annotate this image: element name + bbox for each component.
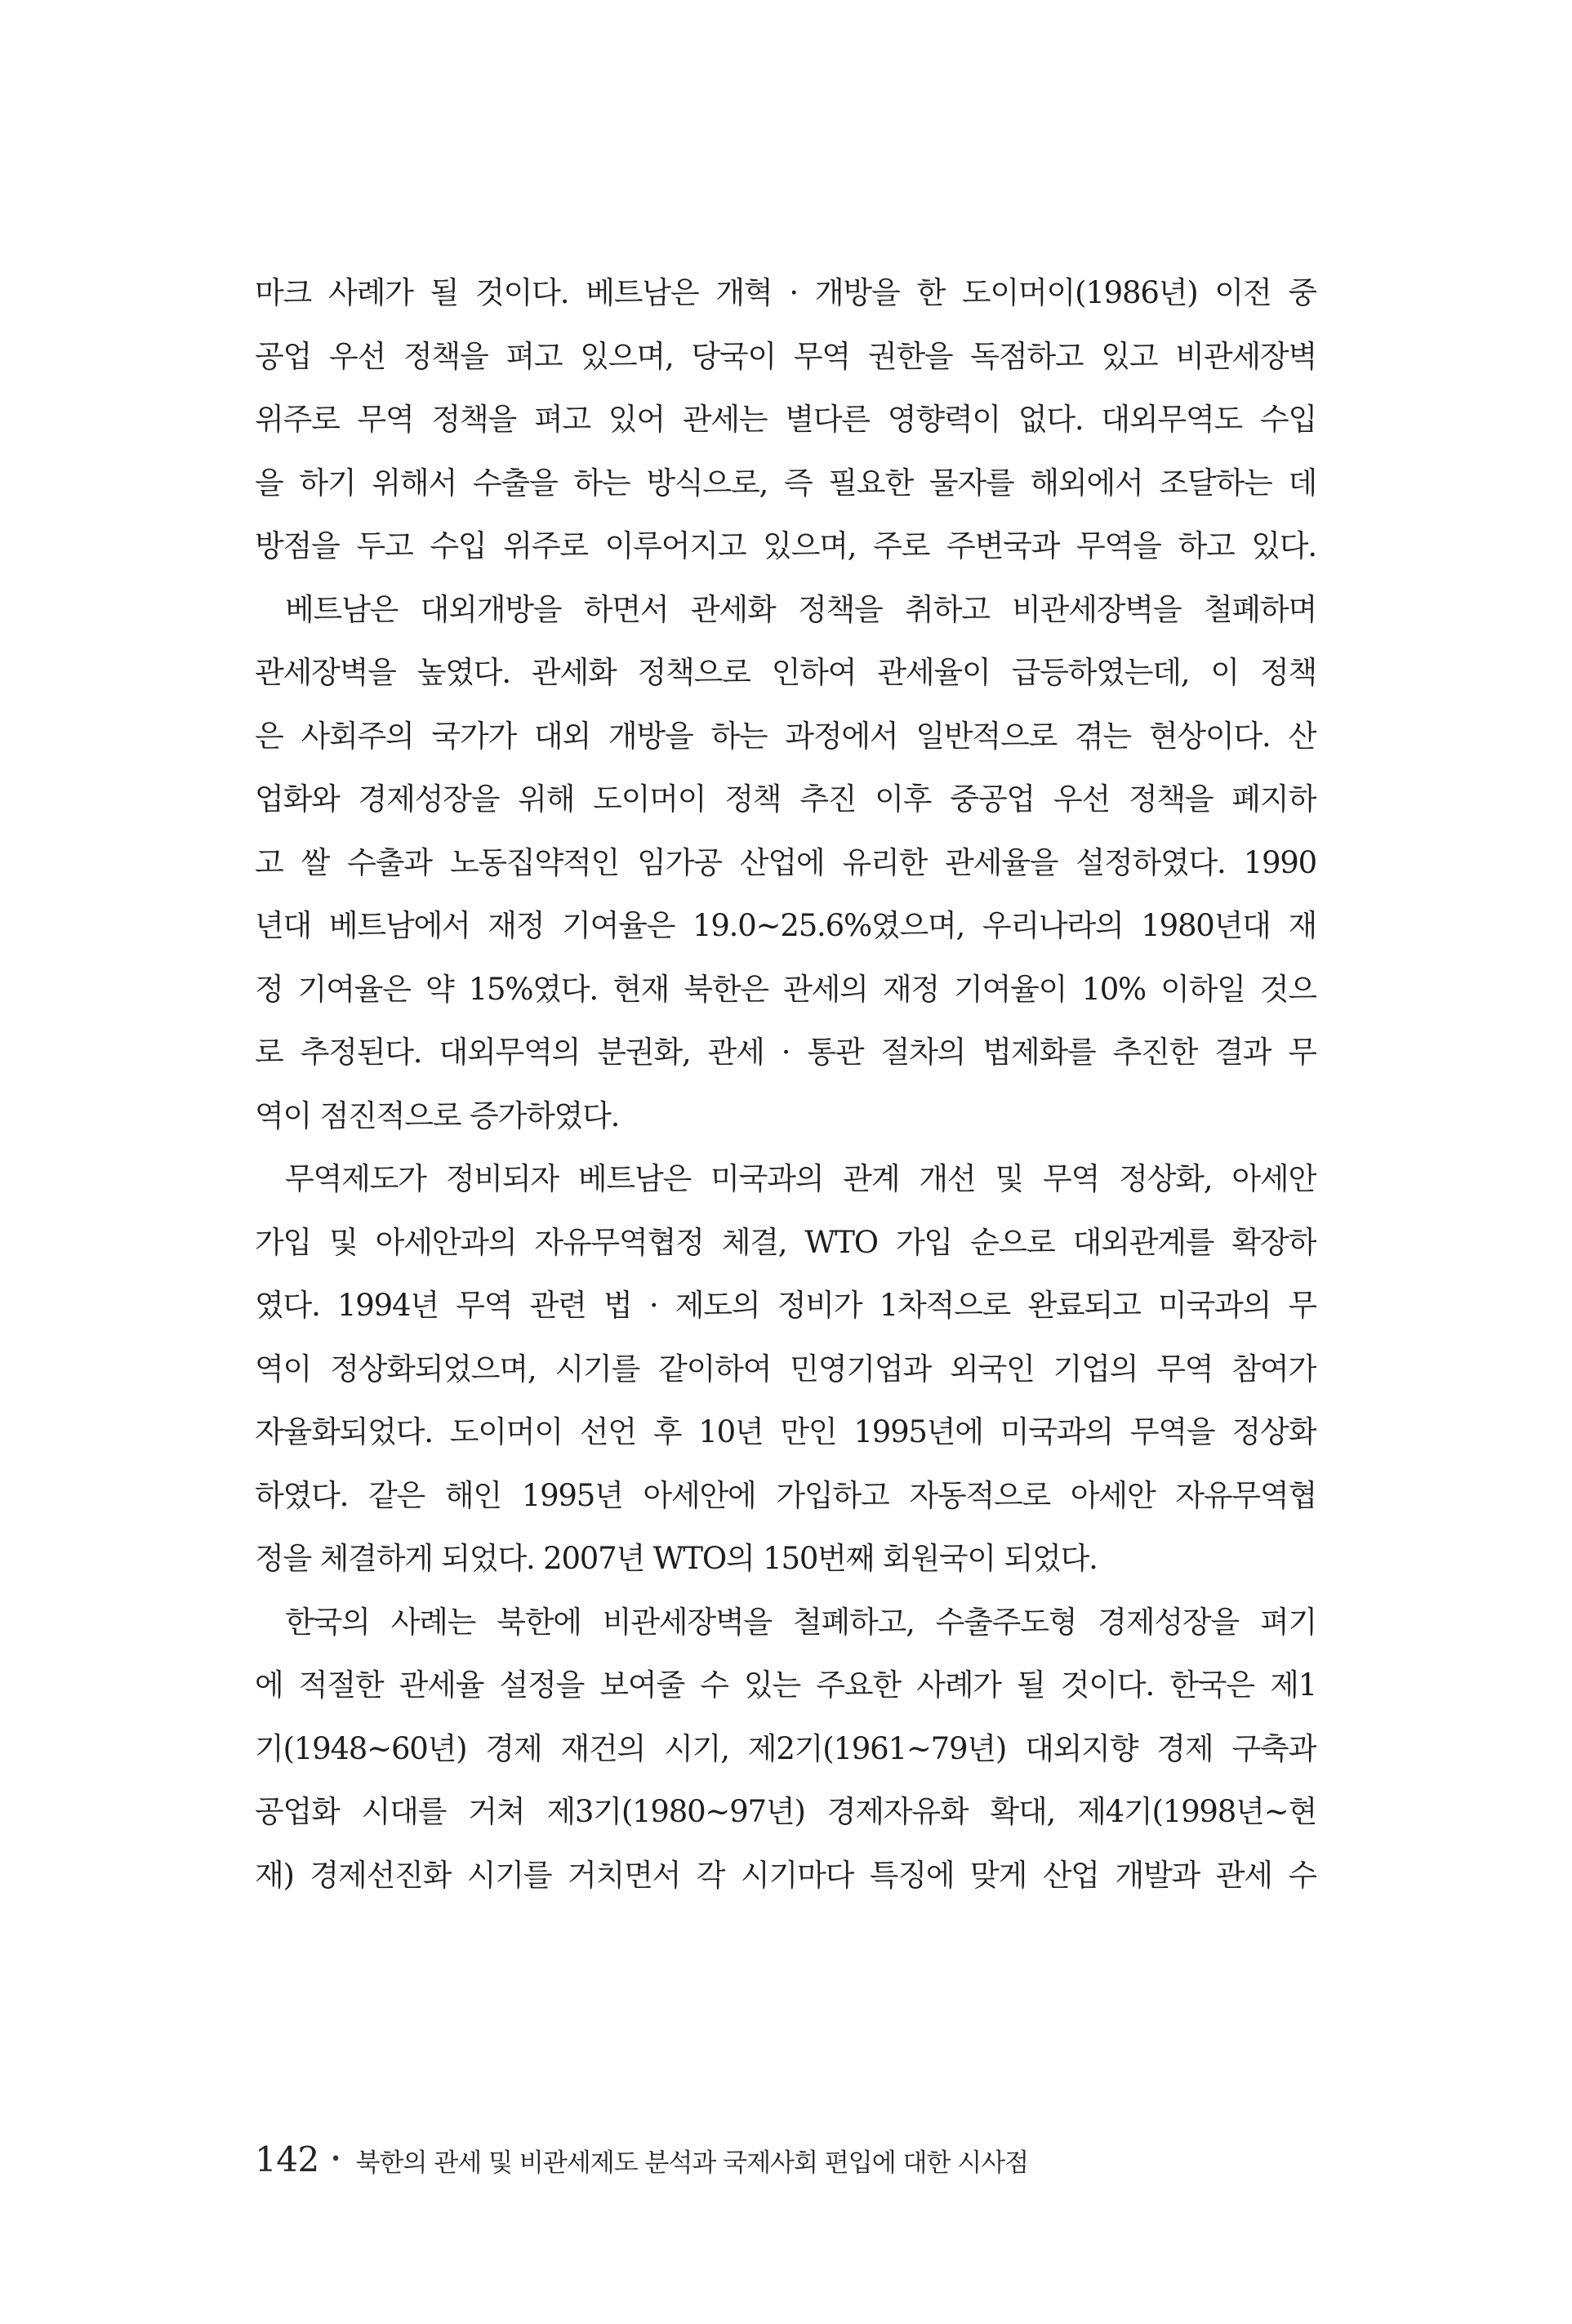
body-text	[255, 261, 1316, 1907]
paragraph-start-line: 베트남은 대외개방을 하면서 관세화 정책을 취하고 비관세장벽을 철폐하며	[285, 591, 1316, 627]
text-line: 정을 체결하게 되었다. 2007년 WTO의 150번째 회원국이 되었다.	[255, 1541, 1098, 1576]
text-line: 재) 경제선진화 시기를 거치면서 각 시기마다 특징에 맞게 산업 개발과 관세 수	[255, 1857, 1316, 1893]
paragraph-start-line: 무역제도가 정비되자 베트남은 미국과의 관계 개선 및 무역 정상화, 아세안	[285, 1161, 1316, 1196]
page-footer	[255, 2139, 1316, 2188]
text-line: 하였다. 같은 해인 1995년 아세안에 가입하고 자동적으로 아세안 자유무역협	[255, 1477, 1316, 1513]
text-line: 업화와 경제성장을 위해 도이머이 정책 추진 이후 중공업 우선 정책을 폐지하	[255, 781, 1316, 817]
text-line: 기(1948~60년) 경제 재건의 시기, 제2기(1961~79년) 대외지향 경제 구축과	[255, 1730, 1316, 1766]
text-line: 자율화되었다. 도이머이 선언 후 10년 만인 1995년에 미국과의 무역을 정상화	[255, 1414, 1316, 1449]
text-line: 역이 정상화되었으며, 시기를 같이하여 민영기업과 외국인 기업의 무역 참여가	[255, 1351, 1316, 1387]
text-line: 관세장벽을 높였다. 관세화 정책으로 인하여 관세율이 급등하였는데, 이 정책	[255, 655, 1316, 690]
text-line: 은 사회주의 국가가 대외 개방을 하는 과정에서 일반적으로 겪는 현상이다. 산	[255, 718, 1316, 754]
bullet-separator: •	[330, 2149, 341, 2170]
page-number: 142	[255, 2139, 319, 2179]
text-line: 역이 점진적으로 증가하였다.	[255, 1097, 620, 1133]
text-line: 로 추정된다. 대외무역의 분권화, 관세 · 통관 절차의 법제화를 추진한 결과 무	[255, 1035, 1316, 1070]
text-line: 년대 베트남에서 재정 기여율은 19.0~25.6%였으며, 우리나라의 1980년대 재	[255, 908, 1316, 943]
text-line: 을 하기 위해서 수출을 하는 방식으로, 즉 필요한 물자를 해외에서 조달하는 데	[255, 465, 1316, 501]
text-line: 고 쌀 수출과 노동집약적인 임가공 산업에 유리한 관세율을 설정하였다. 1990	[255, 844, 1316, 880]
running-title: 북한의 관세 및 비관세제도 분석과 국제사회 편입에 대한 시사점	[355, 2148, 1029, 2178]
paragraph-start-line: 한국의 사례는 북한에 비관세장벽을 철폐하고, 수출주도형 경제성장을 펴기	[285, 1604, 1316, 1640]
text-line: 정 기여율은 약 15%였다. 현재 북한은 관세의 재정 기여율이 10% 이하일 것으	[255, 971, 1316, 1007]
text-line: 였다. 1994년 무역 관련 법 · 제도의 정비가 1차적으로 완료되고 미국과의 무	[255, 1288, 1316, 1323]
text-line: 에 적절한 관세율 설정을 보여줄 수 있는 주요한 사례가 될 것이다. 한국은 제1	[255, 1667, 1316, 1703]
text-line: 위주로 무역 정책을 펴고 있어 관세는 별다른 영향력이 없다. 대외무역도 수입	[255, 402, 1316, 437]
text-line: 공업화 시대를 거쳐 제3기(1980~97년) 경제자유화 확대, 제4기(1998년~현	[255, 1794, 1316, 1829]
text-line: 공업 우선 정책을 펴고 있으며, 당국이 무역 권한을 독점하고 있고 비관세장벽	[255, 338, 1316, 374]
text-line: 마크 사례가 될 것이다. 베트남은 개혁 · 개방을 한 도이머이(1986년) 이전 중	[255, 275, 1316, 310]
text-line: 가입 및 아세안과의 자유무역협정 체결, WTO 가입 순으로 대외관계를 확장하	[255, 1224, 1316, 1260]
text-line: 방점을 두고 수입 위주로 이루어지고 있으며, 주로 주변국과 무역을 하고 있다.	[255, 528, 1316, 563]
